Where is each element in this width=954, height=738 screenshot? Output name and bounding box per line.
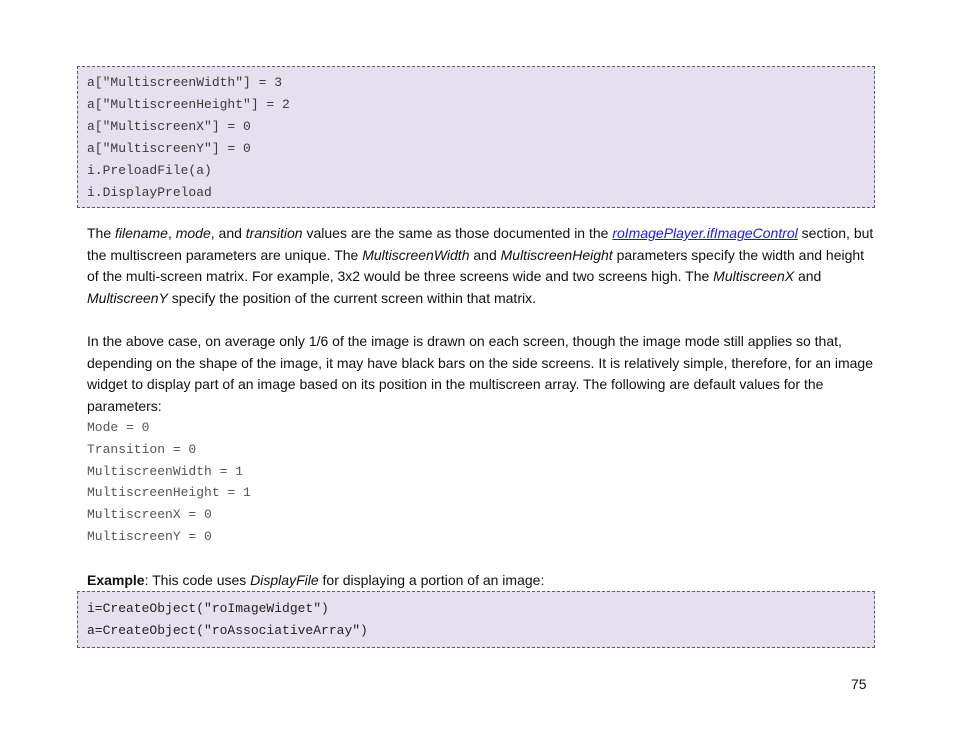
paragraph-default-values-intro: In the above case, on average only 1/6 of the image is drawn on each screen, though the image mode still applies so that, depending on the shape of the image, it may have black bars on the side screens. It is relatively simple, therefore, for an image widget to display part of an image based on its position in the multiscreen array. The following are default values for the parameters: xyxy=(87,333,873,415)
example-label: Example xyxy=(87,572,145,588)
code-line: a=CreateObject("roAssociativeArray") xyxy=(87,623,368,638)
text-run: and xyxy=(469,246,501,263)
page-number: 75 xyxy=(851,676,867,692)
text-run: : This code uses xyxy=(144,572,251,588)
term-displayfile: DisplayFile xyxy=(250,572,319,588)
text-run: The xyxy=(87,225,116,241)
term-transition: transition xyxy=(245,225,303,241)
text-run: for displaying a portion of an image: xyxy=(318,572,545,588)
code-line: i.DisplayPreload xyxy=(87,185,212,200)
code-line: a["MultiscreenHeight"] = 2 xyxy=(87,97,290,112)
code-line: a["MultiscreenWidth"] = 3 xyxy=(87,75,283,90)
text-run: and xyxy=(794,268,822,285)
default-value-line: MultiscreenX = 0 xyxy=(87,507,212,523)
term-multiscreen-y: MultiscreenY xyxy=(87,290,168,307)
text-run: parameters specify the width and height of the multi-screen matrix. For example, 3x2 would be three screens wide and two screens high. The xyxy=(87,246,865,285)
text-run: , xyxy=(167,225,176,241)
default-value-line: Transition = 0 xyxy=(87,441,197,457)
paragraph-parameter-description xyxy=(87,223,877,310)
term-multiscreen-height: MultiscreenHeight xyxy=(500,246,613,263)
default-value-line: MultiscreenHeight = 1 xyxy=(87,485,251,501)
text-run: , and xyxy=(210,225,246,241)
code-line: i.PreloadFile(a) xyxy=(87,163,212,178)
code-block-example xyxy=(77,591,875,648)
term-multiscreen-width: MultiscreenWidth xyxy=(362,246,470,263)
link-roimageplayer-ifimagecontrol[interactable]: roImagePlayer.ifImageControl xyxy=(612,225,798,241)
code-line: a["MultiscreenY"] = 0 xyxy=(87,141,251,156)
code-line: a["MultiscreenX"] = 0 xyxy=(87,119,251,134)
code-line: i=CreateObject("roImageWidget") xyxy=(87,601,329,616)
term-mode: mode xyxy=(175,225,211,241)
text-run: section, but the multiscreen parameters are unique. The xyxy=(87,225,874,263)
text-run: values are the same as those documented in the xyxy=(302,225,613,241)
term-multiscreen-x: MultiscreenX xyxy=(713,268,795,285)
text-run: specify the position of the current screen within that matrix. xyxy=(167,290,536,307)
term-filename: filename xyxy=(115,225,168,241)
default-value-line: MultiscreenWidth = 1 xyxy=(87,463,244,479)
default-value-line: Mode = 0 xyxy=(87,420,150,435)
default-values-list xyxy=(87,417,251,548)
paragraph-example-intro xyxy=(87,570,877,592)
code-block-multiscreen-params xyxy=(77,66,875,208)
default-value-line: MultiscreenY = 0 xyxy=(87,528,212,544)
